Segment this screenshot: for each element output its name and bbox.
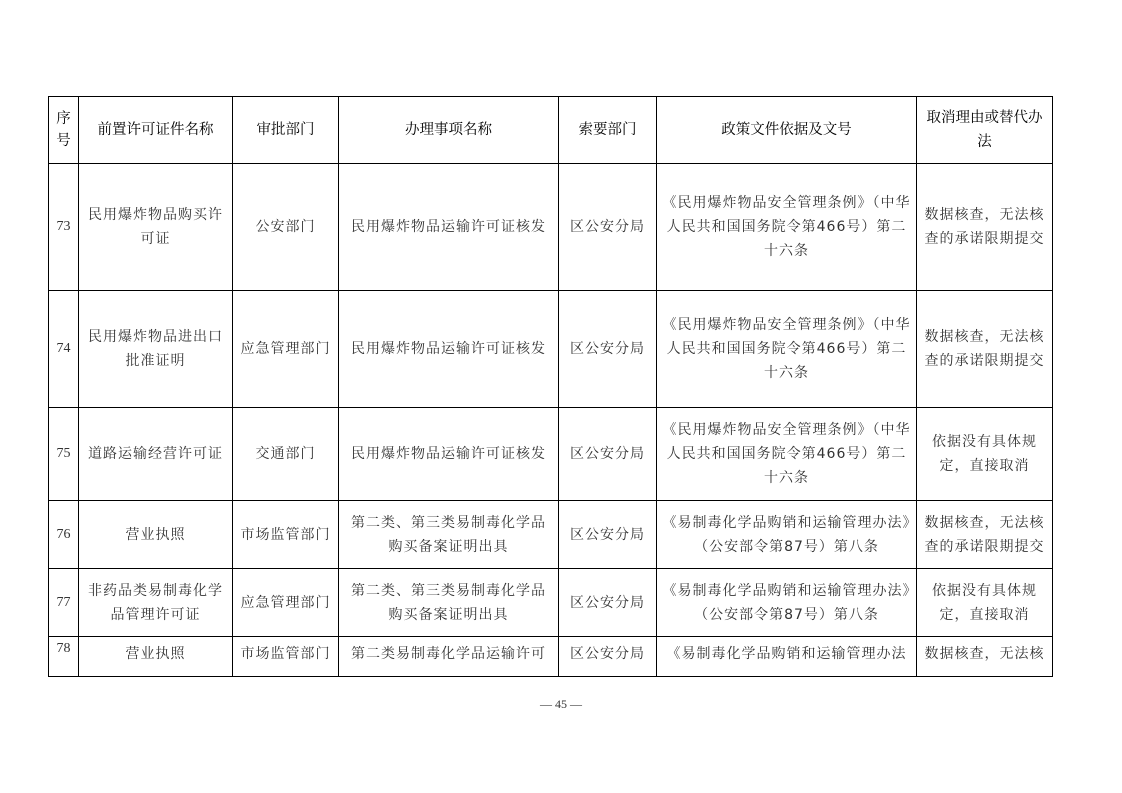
table-row [49, 408, 1053, 501]
cell-matter-name: 民用爆炸物品运输许可证核发 [339, 408, 559, 501]
cell-cancel-reason: 数据核查，无法核查的承诺限期提交 [917, 291, 1053, 408]
cell-seq: 73 [49, 164, 79, 291]
cell-permit-name: 道路运输经营许可证 [79, 408, 233, 501]
cell-seq: 76 [49, 501, 79, 569]
cell-matter-name: 第二类、第三类易制毒化学品购买备案证明出具 [339, 501, 559, 569]
table-header-row [49, 97, 1053, 164]
cell-seq: 78 [49, 637, 79, 677]
cell-approval-dept: 应急管理部门 [233, 291, 339, 408]
cell-approval-dept: 公安部门 [233, 164, 339, 291]
cell-matter-name: 第二类易制毒化学品运输许可 [339, 637, 559, 677]
cell-cancel-reason: 数据核查，无法核 [917, 637, 1053, 677]
cell-approval-dept: 应急管理部门 [233, 569, 339, 637]
cell-policy-basis: 《易制毒化学品购销和运输管理办法》（公安部令第87号）第八条 [657, 569, 917, 637]
header-matter-name: 办理事项名称 [339, 97, 559, 164]
cell-permit-name: 民用爆炸物品购买许可证 [79, 164, 233, 291]
cell-policy-basis: 《易制毒化学品购销和运输管理办法》（公安部令第87号）第八条 [657, 501, 917, 569]
permit-table [48, 96, 1053, 677]
cell-cancel-reason: 依据没有具体规定，直接取消 [917, 408, 1053, 501]
cell-seq: 74 [49, 291, 79, 408]
cell-request-dept: 区公安分局 [559, 501, 657, 569]
cell-permit-name: 民用爆炸物品进出口批准证明 [79, 291, 233, 408]
cell-permit-name: 营业执照 [79, 501, 233, 569]
page-number: — 45 — [540, 697, 582, 711]
cell-request-dept: 区公安分局 [559, 408, 657, 501]
cell-request-dept: 区公安分局 [559, 569, 657, 637]
header-seq: 序 号 [49, 97, 79, 164]
cell-cancel-reason: 数据核查，无法核查的承诺限期提交 [917, 501, 1053, 569]
cell-policy-basis: 《民用爆炸物品安全管理条例》（中华人民共和国国务院令第466号）第二十六条 [657, 408, 917, 501]
header-policy-basis: 政策文件依据及文号 [657, 97, 917, 164]
cell-policy-basis: 《民用爆炸物品安全管理条例》（中华人民共和国国务院令第466号）第二十六条 [657, 164, 917, 291]
cell-matter-name: 民用爆炸物品运输许可证核发 [339, 164, 559, 291]
table-row [49, 501, 1053, 569]
cell-cancel-reason: 数据核查，无法核查的承诺限期提交 [917, 164, 1053, 291]
cell-permit-name: 营业执照 [79, 637, 233, 677]
cell-request-dept: 区公安分局 [559, 637, 657, 677]
header-cancel-reason: 取消理由或替代办法 [917, 97, 1053, 164]
table-row [49, 569, 1053, 637]
cell-policy-basis: 《易制毒化学品购销和运输管理办法 [657, 637, 917, 677]
header-approval-dept: 审批部门 [233, 97, 339, 164]
table-row [49, 637, 1053, 677]
cell-approval-dept: 市场监管部门 [233, 501, 339, 569]
cell-request-dept: 区公安分局 [559, 164, 657, 291]
header-permit-name: 前置许可证件名称 [79, 97, 233, 164]
table-row [49, 291, 1053, 408]
header-request-dept: 索要部门 [559, 97, 657, 164]
cell-approval-dept: 市场监管部门 [233, 637, 339, 677]
cell-seq: 77 [49, 569, 79, 637]
cell-approval-dept: 交通部门 [233, 408, 339, 501]
cell-permit-name: 非药品类易制毒化学品管理许可证 [79, 569, 233, 637]
cell-cancel-reason: 依据没有具体规定，直接取消 [917, 569, 1053, 637]
table-row [49, 164, 1053, 291]
cell-matter-name: 民用爆炸物品运输许可证核发 [339, 291, 559, 408]
cell-matter-name: 第二类、第三类易制毒化学品购买备案证明出具 [339, 569, 559, 637]
cell-policy-basis: 《民用爆炸物品安全管理条例》（中华人民共和国国务院令第466号）第二十六条 [657, 291, 917, 408]
cell-request-dept: 区公安分局 [559, 291, 657, 408]
cell-seq: 75 [49, 408, 79, 501]
